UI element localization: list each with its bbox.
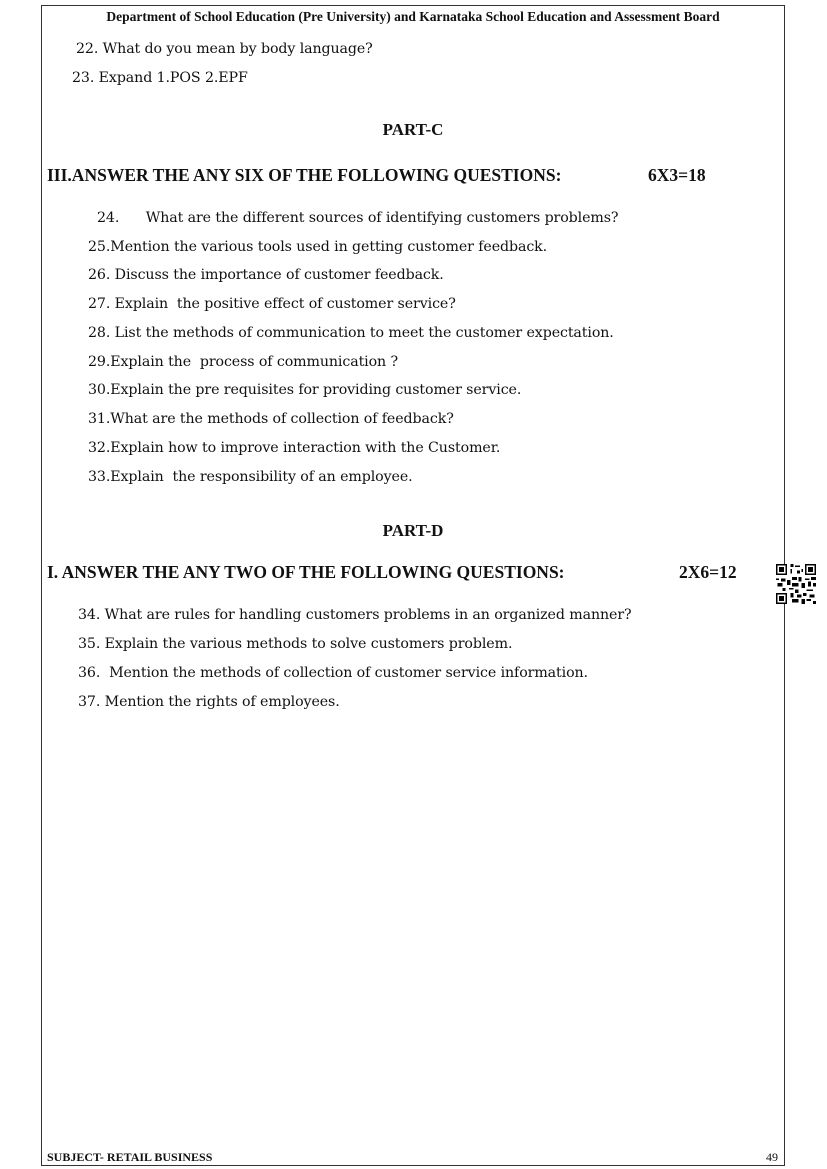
footer-subject: SUBJECT- RETAIL BUSINESS	[47, 1150, 213, 1164]
question-32: 32.Explain how to improve interaction with the Customer.	[88, 440, 501, 456]
footer-page-number: 49	[766, 1150, 778, 1164]
question-33: 33.Explain the responsibility of an employee.	[88, 469, 413, 485]
part-c-title: PART-C	[382, 120, 444, 139]
part-d-instruction: I. ANSWER THE ANY TWO OF THE FOLLOWING QUESTIONS:	[47, 562, 565, 582]
question-36: 36. Mention the methods of collection of customer service information.	[78, 665, 588, 681]
question-35: 35. Explain the various methods to solve customers problem.	[78, 636, 513, 652]
part-c-marks: 6X3=18	[648, 165, 706, 185]
question-37: 37. Mention the rights of employees.	[78, 694, 340, 710]
question-22: 22. What do you mean by body language?	[76, 41, 373, 57]
question-30: 30.Explain the pre requisites for providing customer service.	[88, 382, 522, 398]
question-31: 31.What are the methods of collection of feedback?	[88, 411, 454, 427]
part-c-instruction: III.ANSWER THE ANY SIX OF THE FOLLOWING QUESTIONS:	[47, 165, 562, 185]
question-28: 28. List the methods of communication to meet the customer expectation.	[88, 325, 614, 341]
qr-code-icon	[776, 564, 816, 604]
question-24: 24. What are the different sources of identifying customers problems?	[97, 210, 619, 226]
part-d-title: PART-D	[382, 521, 444, 540]
question-34: 34. What are rules for handling customers problems in an organized manner?	[78, 607, 632, 623]
question-27: 27. Explain the positive effect of customer service?	[88, 296, 456, 312]
question-26: 26. Discuss the importance of customer feedback.	[88, 267, 444, 283]
question-25: 25.Mention the various tools used in getting customer feedback.	[88, 239, 548, 255]
question-23: 23. Expand 1.POS 2.EPF	[72, 70, 248, 86]
question-29: 29.Explain the process of communication ?	[88, 354, 399, 370]
board-header: Department of School Education (Pre University) and Karnataka School Education and Assessment Board	[106, 9, 720, 24]
part-d-marks: 2X6=12	[679, 562, 737, 582]
